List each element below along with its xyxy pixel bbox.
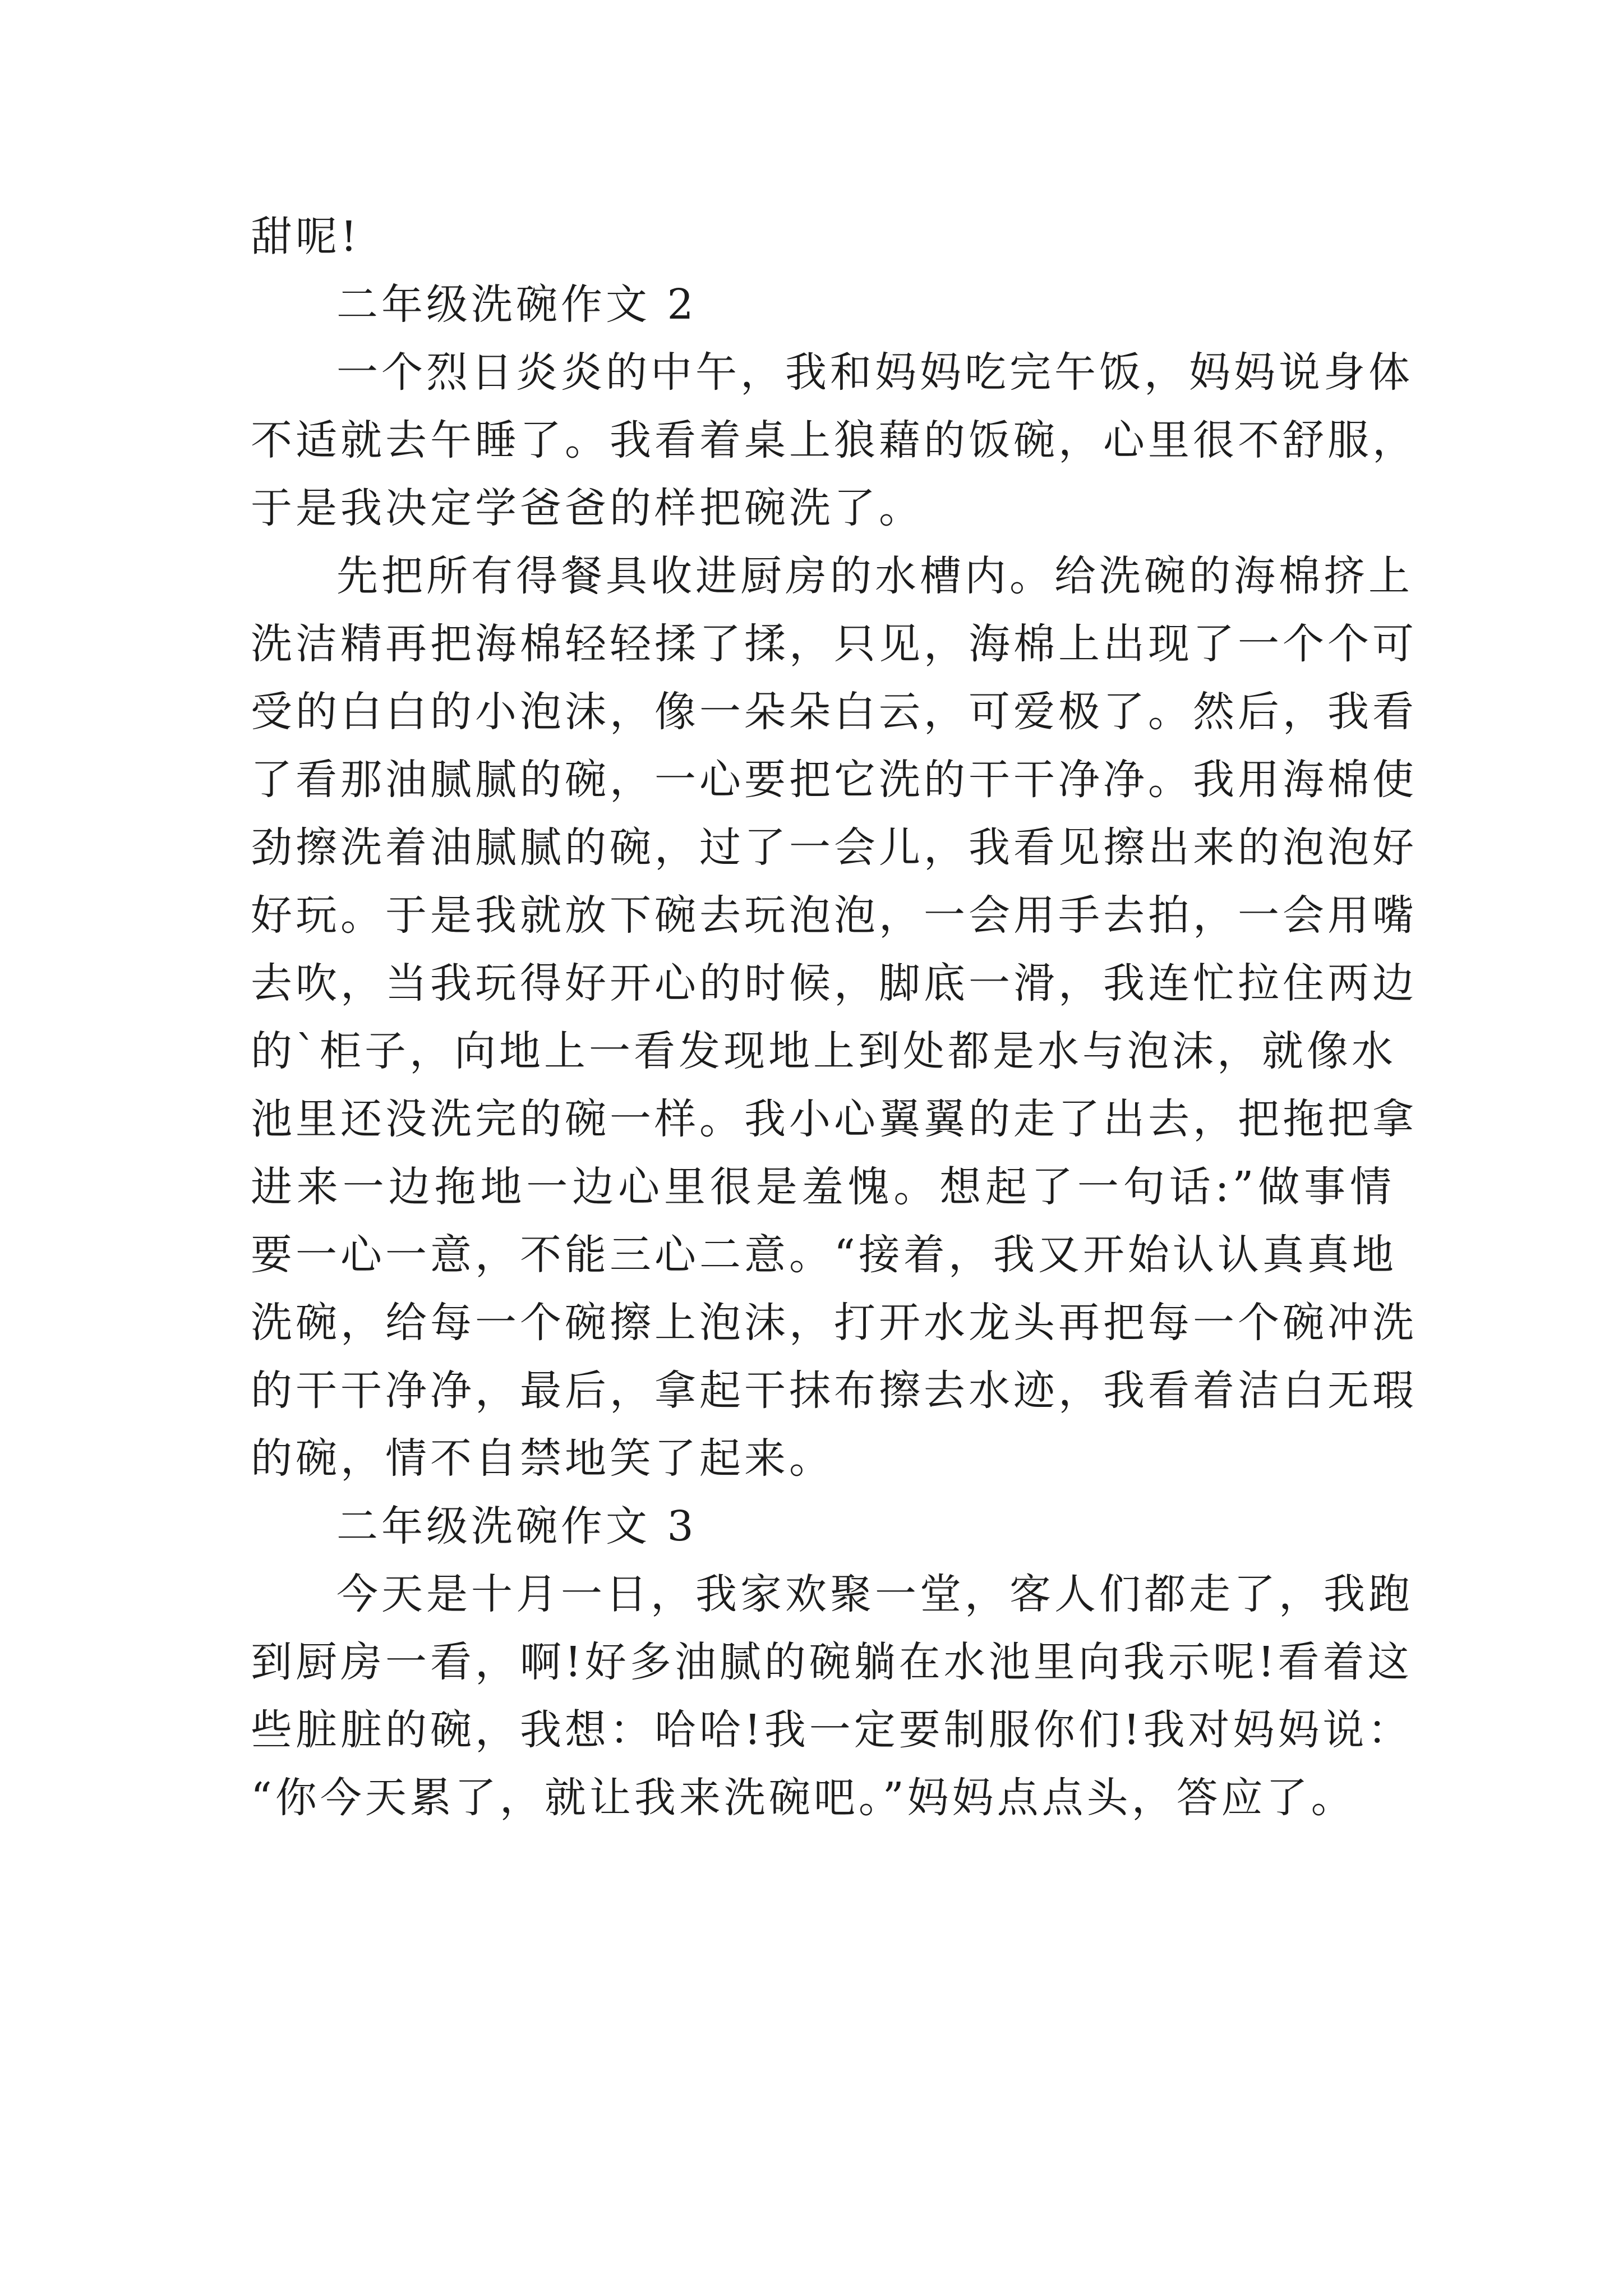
- text-line: 不适就去午睡了。我看着桌上狼藉的饭碗，心里很不舒服，: [251, 416, 1417, 464]
- text-line: 受的白白的小泡沫，像一朵朵白云，可爱极了。然后，我看: [251, 688, 1417, 736]
- text-line: 于是我决定学爸爸的样把碗洗了。: [251, 484, 924, 532]
- section-heading-3: 二年级洗碗作文 3: [336, 1502, 697, 1550]
- text-line: 一个烈日炎炎的中午，我和妈妈吃完午饭，妈妈说身体: [336, 348, 1413, 397]
- text-line: 洗碗，给每一个碗擦上泡沫，打开水龙头再把每一个碗冲洗: [251, 1299, 1417, 1347]
- text-line: 先把所有得餐具收进厨房的水槽内。给洗碗的海棉挤上: [336, 552, 1413, 600]
- section-heading-2: 二年级洗碗作文 2: [336, 280, 697, 329]
- text-line: 的`柜子，向地上一看发现地上到处都是水与泡沫，就像水: [251, 1027, 1396, 1075]
- text-line: 了看那油腻腻的碗，一心要把它洗的干干净净。我用海棉使: [251, 756, 1417, 804]
- text-line: 劲擦洗着油腻腻的碗，过了一会儿，我看见擦出来的泡泡好: [251, 823, 1417, 872]
- text-line: 洗洁精再把海棉轻轻揉了揉，只见，海棉上出现了一个个可: [251, 620, 1417, 668]
- text-line: 的碗，情不自禁地笑了起来。: [251, 1434, 834, 1483]
- text-line: 些脏脏的碗，我想：哈哈!我一定要制服你们!我对妈妈说：: [251, 1706, 1413, 1754]
- text-line: 到厨房一看，啊!好多油腻的碗躺在水池里向我示呢!看着这: [251, 1638, 1413, 1686]
- text-line: 要一心一意，不能三心二意。“接着，我又开始认认真真地: [251, 1231, 1397, 1279]
- text-line: “你今天累了，就让我来洗碗吧。”妈妈点点头，答应了。: [251, 1774, 1356, 1822]
- text-line: 甜呢!: [251, 213, 361, 261]
- text-line: 进来一边拖地一边心里很是羞愧。想起了一句话:”做事情: [251, 1163, 1395, 1211]
- text-line: 的干干净净，最后，拿起干抹布擦去水迹，我看着洁白无瑕: [251, 1366, 1417, 1415]
- text-line: 去吹，当我玩得好开心的时候，脚底一滑，我连忙拉住两边: [251, 959, 1417, 1007]
- text-line: 好玩。于是我就放下碗去玩泡泡，一会用手去拍，一会用嘴: [251, 891, 1417, 940]
- text-line: 池里还没洗完的碗一样。我小心翼翼的走了出去，把拖把拿: [251, 1095, 1417, 1143]
- text-line: 今天是十月一日，我家欢聚一堂，客人们都走了，我跑: [336, 1570, 1413, 1618]
